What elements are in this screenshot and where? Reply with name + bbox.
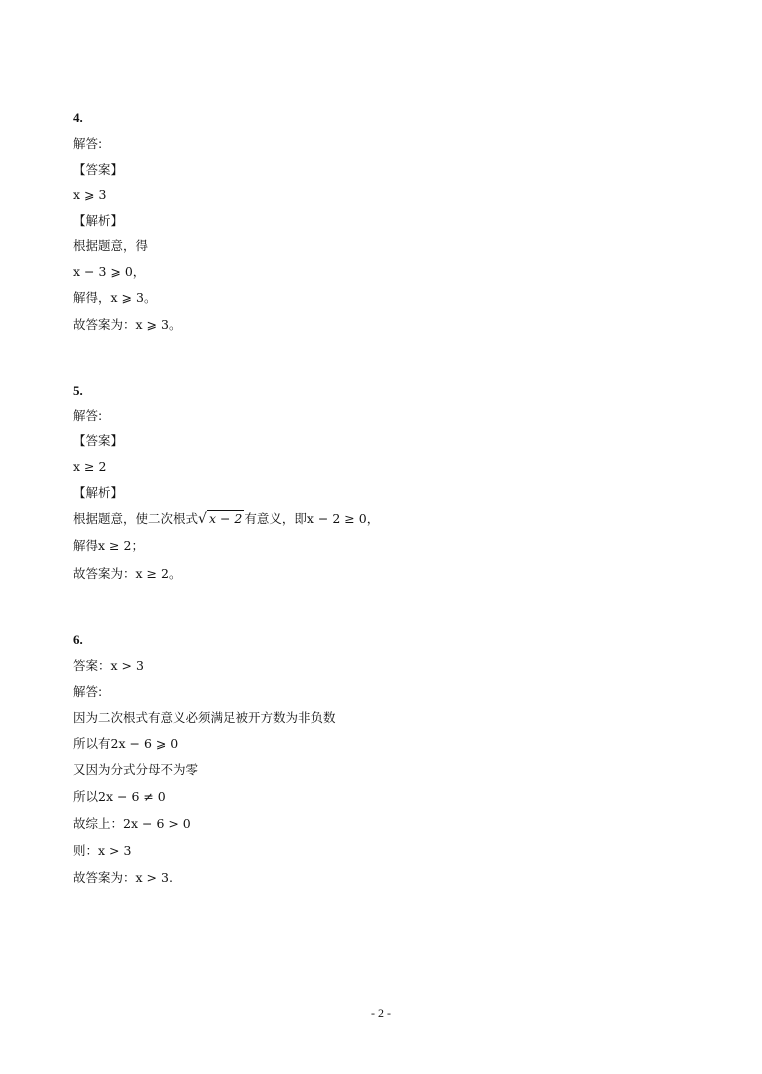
q6-line6-math: x > 3 xyxy=(98,843,132,858)
q4-analysis-line-2 xyxy=(73,264,145,280)
q5-answer-label: 【答案】 xyxy=(73,433,124,448)
q5-final-answer xyxy=(73,566,181,582)
q4-solution-label: 解答: xyxy=(73,136,103,151)
q4-final-prefix: 故答案为： xyxy=(73,317,136,332)
q4-analysis-line-1: 根据题意，得 xyxy=(73,238,149,253)
q4-final-answer xyxy=(73,317,181,333)
q5-line1-middle: 有意义，即 xyxy=(244,511,307,526)
square-root-expression xyxy=(198,511,244,527)
q6-answer xyxy=(73,658,144,674)
q5-solution-label: 解答: xyxy=(73,408,103,423)
q5-solve-suffix: ； xyxy=(131,538,144,553)
radicand: x − 2 xyxy=(208,511,243,526)
q5-final-prefix: 故答案为： xyxy=(73,566,136,581)
q5-answer: x ≥ 2 xyxy=(73,459,107,474)
q4-comma: ， xyxy=(132,264,146,279)
question-4-number: 4. xyxy=(73,110,83,125)
q6-line-6 xyxy=(73,843,131,859)
q5-solve-prefix: 解得 xyxy=(73,538,99,553)
q4-solve-prefix: 解得， xyxy=(73,290,111,305)
q4-answer-label: 【答案】 xyxy=(73,162,124,177)
q6-line4-prefix: 所以 xyxy=(73,789,99,804)
radical-sign-icon: √ xyxy=(198,511,207,527)
question-5-number: 5. xyxy=(73,383,83,398)
q6-line4-math: 2x − 6 ≠ 0 xyxy=(98,789,166,804)
q4-inequality: x − 3 ⩾ 0 xyxy=(73,264,133,279)
q6-line-5 xyxy=(73,816,191,832)
q4-analysis-line-3 xyxy=(73,290,156,306)
q4-final-math: x ⩾ 3 xyxy=(135,317,169,332)
q6-final-math: x > 3 xyxy=(135,870,169,885)
q6-solution-label: 解答: xyxy=(73,684,103,699)
q6-line-1: 因为二次根式有意义必须满足被开方数为非负数 xyxy=(73,710,336,725)
q4-analysis-label: 【解析】 xyxy=(73,213,124,228)
q5-final-suffix: 。 xyxy=(168,566,182,581)
page-number: - 2 - xyxy=(371,1006,391,1020)
q5-analysis-line-2 xyxy=(73,538,144,554)
q6-final-answer xyxy=(73,870,173,886)
q6-answer-math: x > 3 xyxy=(110,658,144,673)
q4-answer: x ⩾ 3 xyxy=(73,187,107,202)
question-6-number: 6. xyxy=(73,632,83,647)
q6-line-2 xyxy=(73,736,178,752)
q5-analysis-line-1 xyxy=(73,511,379,527)
q4-solve-suffix: 。 xyxy=(143,290,157,305)
q6-final-prefix: 故答案为： xyxy=(73,870,136,885)
q5-line1-suffix: ， xyxy=(366,511,380,526)
q4-solve-result: x ⩾ 3 xyxy=(110,290,144,305)
q6-line2-math: 2x − 6 ⩾ 0 xyxy=(110,736,179,751)
q6-final-suffix: . xyxy=(168,870,173,885)
q4-final-suffix: 。 xyxy=(168,317,182,332)
q6-line-4 xyxy=(73,789,166,805)
q5-final-math: x ≥ 2 xyxy=(135,566,169,581)
q6-line5-math: 2x − 6 > 0 xyxy=(123,816,191,831)
q5-line1-prefix: 根据题意，使二次根式 xyxy=(73,511,199,526)
q6-line6-prefix: 则： xyxy=(73,843,99,858)
q5-analysis-label: 【解析】 xyxy=(73,485,124,500)
q6-answer-prefix: 答案： xyxy=(73,658,111,673)
q5-solve-result: x ≥ 2 xyxy=(98,538,132,553)
q6-line5-prefix: 故综上： xyxy=(73,816,124,831)
q6-line-3: 又因为分式分母不为零 xyxy=(73,762,199,777)
q6-line2-prefix: 所以有 xyxy=(73,736,111,751)
q5-inequality: x − 2 ≥ 0 xyxy=(306,511,367,526)
